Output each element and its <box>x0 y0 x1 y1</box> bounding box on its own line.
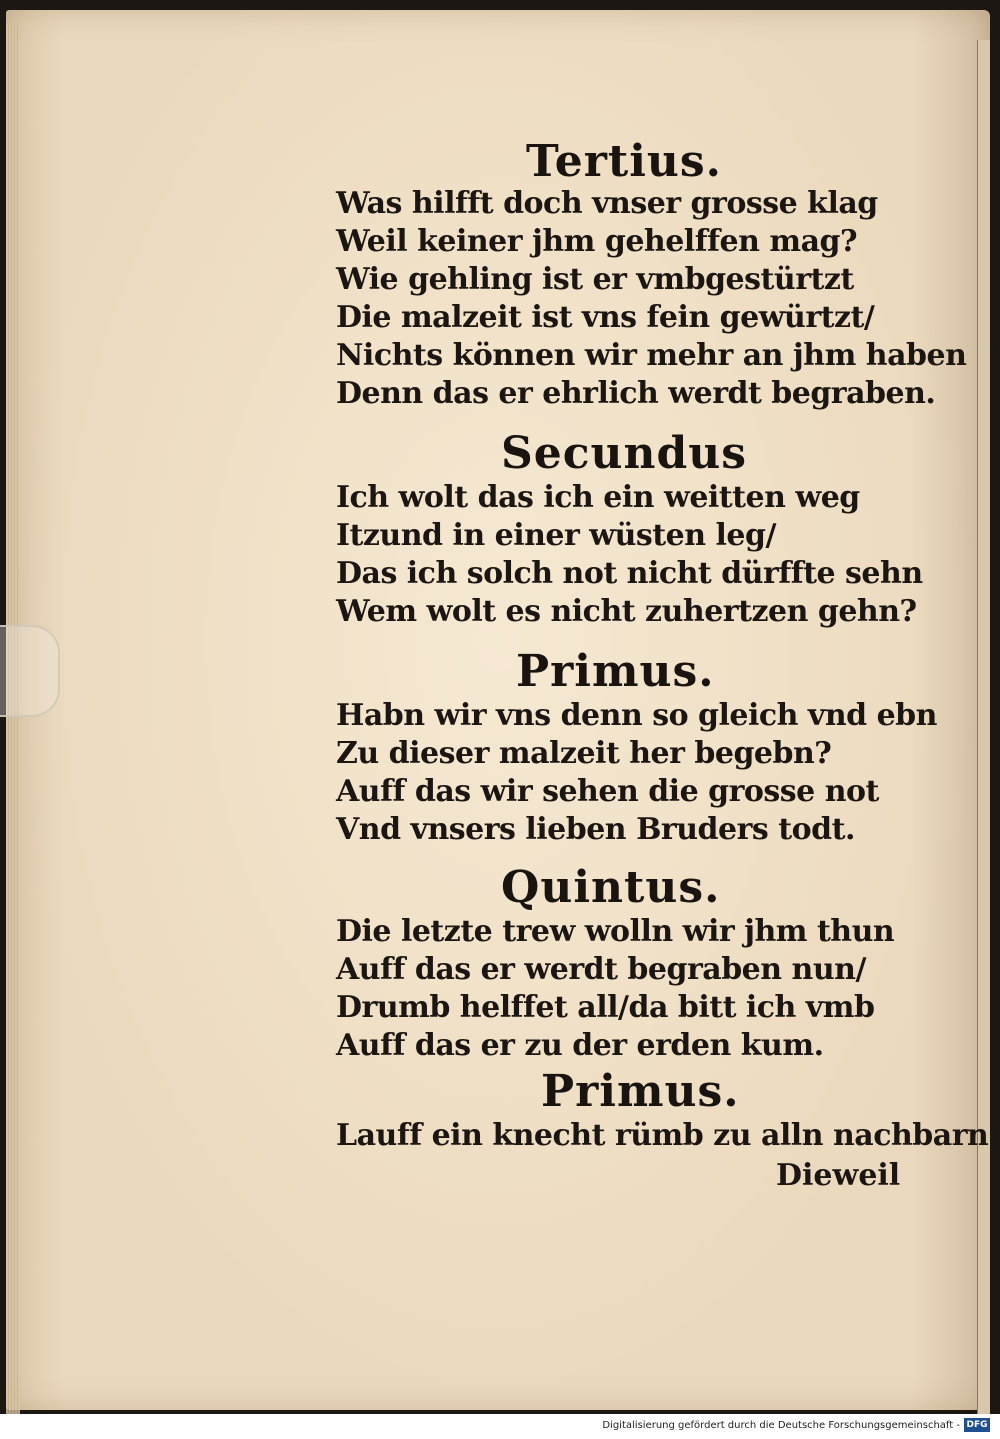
verse-line: Wem wolt es nicht zuhertzen gehn? <box>336 594 917 629</box>
verse-line: Drumb helffet all/da bitt ich vmb <box>336 990 875 1025</box>
verse-line: Ich wolt das ich ein weitten weg <box>336 480 860 515</box>
verse-line: Habn wir vns denn so gleich vnd ebn <box>336 698 937 733</box>
speaker-heading: Primus. <box>516 646 715 697</box>
verse-line: Auff das er werdt begraben nun/ <box>336 952 866 987</box>
facing-page-edge <box>977 40 990 1420</box>
speaker-heading: Secundus <box>501 428 748 479</box>
verse-line: Itzund in einer wüsten leg/ <box>336 518 776 553</box>
speaker-heading: Quintus. <box>501 862 721 913</box>
footer-bar <box>0 1414 1000 1439</box>
page-edges <box>6 24 20 1414</box>
speaker-heading: Primus. <box>541 1066 740 1117</box>
funding-credit: Digitalisierung gefördert durch die Deutsche Forschungsgemeinschaft - <box>602 1420 960 1431</box>
verse-line: Die letzte trew wolln wir jhm thun <box>336 914 895 949</box>
book-page <box>6 10 990 1410</box>
catchword: Dieweil <box>776 1158 901 1193</box>
verse-line: Denn das er ehrlich werdt begraben. <box>336 376 936 411</box>
verse-line: Was hilfft doch vnser grosse klag <box>336 186 878 221</box>
verse-line: Vnd vnsers lieben Bruders todt. <box>336 812 855 847</box>
verse-line: Weil keiner jhm gehelffen mag? <box>336 224 858 259</box>
page-tab-marker <box>0 625 60 717</box>
verse-line: Auff das wir sehen die grosse not <box>336 774 879 809</box>
verse-line: Die malzeit ist vns fein gewürtzt/ <box>336 300 875 335</box>
verse-line: Das ich solch not nicht dürffte sehn <box>336 556 923 591</box>
verse-line: Zu dieser malzeit her begebn? <box>336 736 832 771</box>
verse-line: Wie gehling ist er vmbgestürtzt <box>336 262 854 297</box>
dfg-logo-icon: DFG <box>964 1418 990 1432</box>
verse-line: Auff das er zu der erden kum. <box>336 1028 824 1063</box>
verse-line: Nichts können wir mehr an jhm haben <box>336 338 967 373</box>
speaker-heading: Tertius. <box>526 136 722 187</box>
verse-line: Lauff ein knecht rümb zu alln nachbarn <box>336 1118 989 1153</box>
